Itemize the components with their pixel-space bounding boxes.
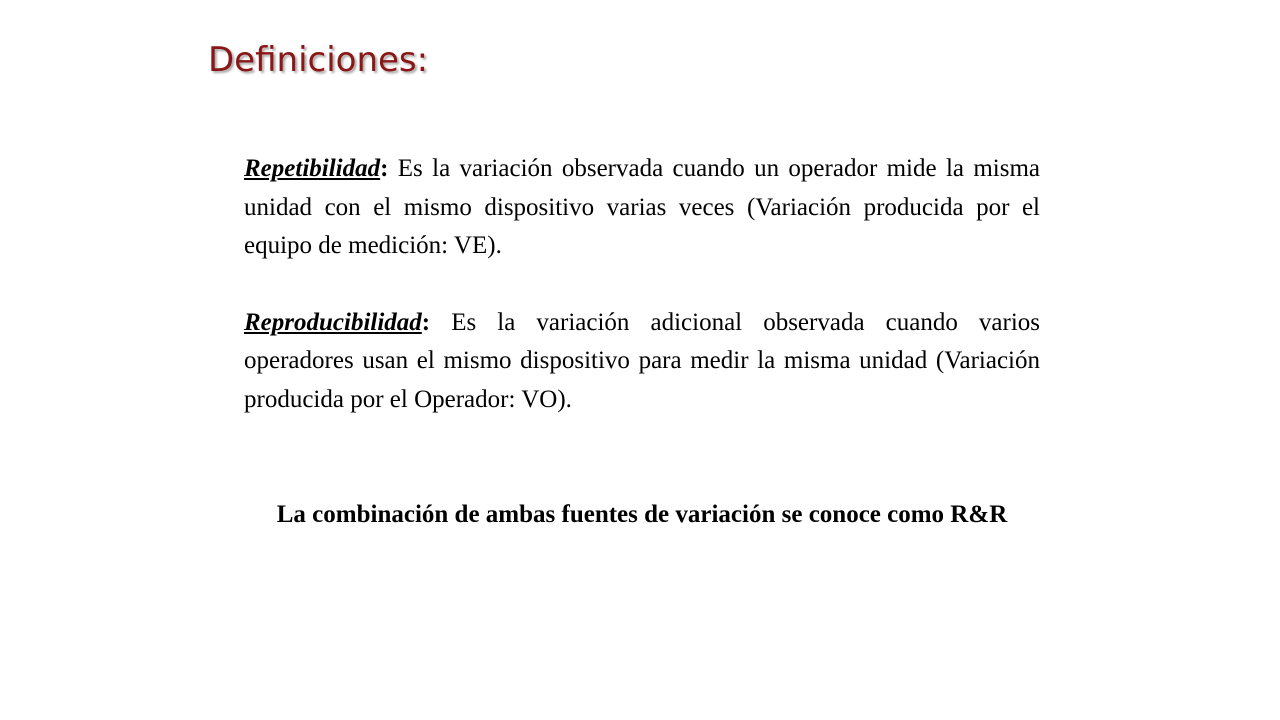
definitions-block: [244, 150, 1040, 419]
definition-text: Es la variación adicional observada cuando varios operadores usan el mismo dispositivo para medir la misma unidad (Variación producida por el Operador: VO).: [244, 308, 1040, 413]
definition-text: Es la variación observada cuando un operador mide la misma unidad con el mismo dispositivo varias veces (Variación producida por el equipo de medición: VE).: [244, 155, 1040, 259]
definition-term: Reproducibilidad: [244, 308, 422, 336]
definition-separator: :: [421, 308, 431, 336]
conclusion-text: La combinación de ambas fuentes de variación se conoce como R&R: [276, 501, 1008, 528]
definition-term: Repetibilidad: [244, 155, 381, 182]
definition-reproducibilidad: [244, 304, 1040, 420]
definition-repetibilidad: [244, 150, 1040, 266]
slide-title: Definiciones:: [208, 40, 429, 80]
definition-separator: :: [380, 155, 389, 182]
